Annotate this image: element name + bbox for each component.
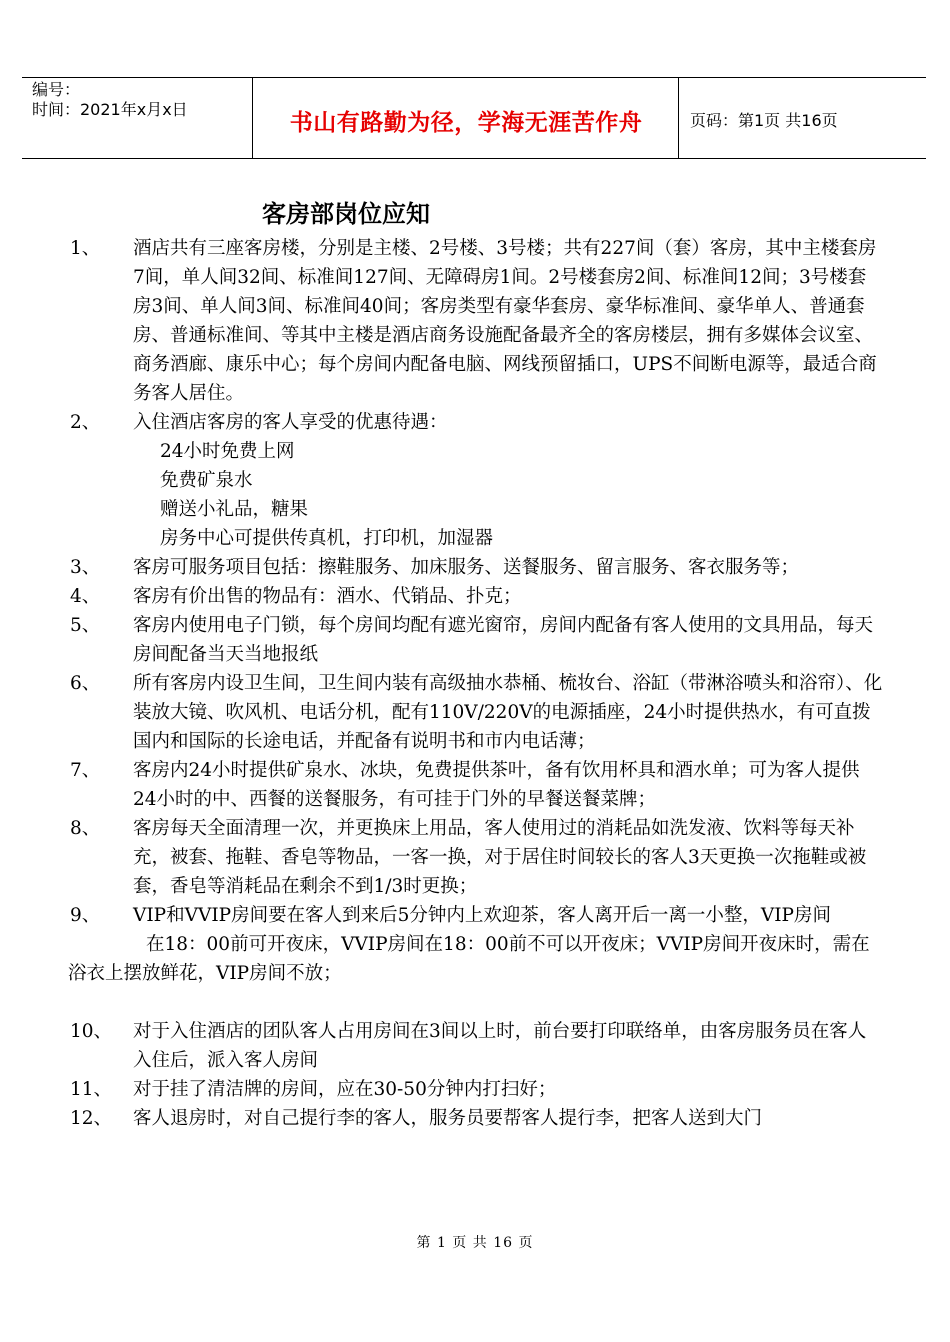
- list-item: [0, 1104, 883, 1133]
- list-item: [0, 1017, 883, 1075]
- list-item: [0, 408, 883, 437]
- item-number: 2、: [70, 412, 101, 433]
- item-text: VIP和VVIP房间要在客人到来后5分钟内上欢迎茶，客人离开后一离一小整，VIP房间: [133, 905, 831, 926]
- document-body: [0, 234, 950, 1133]
- list-item: [0, 1075, 883, 1104]
- item-text: 客房可服务项目包括：擦鞋服务、加床服务、送餐服务、留言服务、客衣服务等；: [133, 557, 800, 578]
- item-text: 入住酒店客房的客人享受的优惠待遇：: [133, 412, 448, 433]
- list-item: [0, 582, 883, 611]
- list-item: [0, 756, 883, 814]
- item-text: 对于入住酒店的团队客人占用房间在3间以上时，前台要打印联络单，由客房服务员在客人入住后，派入客人房间: [133, 1021, 867, 1071]
- item-number: 11、: [70, 1079, 113, 1100]
- item-text: 酒店共有三座客房楼，分别是主楼、2号楼、3号楼；共有227间（套）客房，其中主楼套房7间，单人间32间、标准间127间、无障碍房1间。2号楼套房2间、标准间12间；3号楼套房3间、单人间3间、标准间40间；客房类型有豪华套房、豪华标准间、豪华单人、普通套房、普通标准间、等其中主楼是酒店商务设施配备最齐全的客房楼层，拥有多媒体会议室、商务酒廊、康乐中心；每个房间内配备电脑、网线预留插口，UPS不间断电源等，最适合商务客人居住。: [133, 238, 877, 404]
- header-divider: [252, 78, 253, 158]
- page-footer: 第 1 页 共 16 页: [416, 1235, 534, 1251]
- item-number: 1、: [70, 238, 101, 259]
- document-number-label: 编号：: [32, 80, 81, 99]
- page-header: [22, 77, 926, 159]
- list-item: [0, 669, 883, 756]
- perk-item: 赠送小礼品，糖果: [160, 499, 309, 520]
- header-meta: [32, 80, 188, 120]
- header-divider: [678, 78, 679, 158]
- document-time-label: 时间：2021年x月x日: [32, 100, 188, 119]
- item-number: 8、: [70, 818, 101, 839]
- item-continuation: 在18：00前可开夜床，VVIP房间在18：00前不可以开夜床；VVIP房间开夜床时，需在浴衣上摆放鲜花，VIP房间不放；: [68, 934, 870, 984]
- perk-item: 房务中心可提供传真机，打印机，加湿器: [160, 528, 494, 549]
- item-number: 6、: [70, 673, 101, 694]
- document-title: 客房部岗位应知: [262, 200, 430, 228]
- item-text: 客房每天全面清理一次，并更换床上用品，客人使用过的消耗品如洗发液、饮料等每天补充，被套、拖鞋、香皂等物品，一客一换，对于居住时间较长的客人3天更换一次拖鞋或被套，香皂等消耗品在剩余不到1/3时更换；: [133, 818, 867, 897]
- item-number: 9、: [70, 905, 101, 926]
- item-number: 3、: [70, 557, 101, 578]
- list-item: [0, 234, 883, 408]
- list-item: [0, 611, 883, 669]
- perk-item: 24小时免费上网: [160, 441, 295, 462]
- item-text: 对于挂了清洁牌的房间，应在30-50分钟内打扫好；: [133, 1079, 557, 1100]
- item-number: 12、: [70, 1108, 113, 1129]
- item-text: 所有客房内设卫生间，卫生间内装有高级抽水恭桶、梳妆台、浴缸（带淋浴喷头和浴帘）、化装放大镜、吹风机、电话分机，配有110V/220V的电源插座，24小时提供热水，有可直拨国内和国际的长途电话，并配备有说明书和市内电话薄；: [133, 673, 883, 752]
- list-item: [0, 814, 883, 901]
- item-text: 客房有价出售的物品有：酒水、代销品、扑克；: [133, 586, 522, 607]
- item-text: 客房内24小时提供矿泉水、冰块，免费提供茶叶，备有饮用杯具和酒水单；可为客人提供24小时的中、西餐的送餐服务，有可挂于门外的早餐送餐菜牌；: [133, 760, 860, 810]
- blank-line: [0, 988, 950, 1017]
- list-item: [0, 553, 883, 582]
- header-page-number: 页码：第1页 共16页: [690, 111, 838, 130]
- item-text: 客房内使用电子门锁，每个房间均配有遮光窗帘，房间内配备有客人使用的文具用品，每天房间配备当天当地报纸: [133, 615, 874, 665]
- perk-item: 免费矿泉水: [160, 470, 253, 491]
- item-number: 5、: [70, 615, 101, 636]
- item-number: 7、: [70, 760, 101, 781]
- item-text: 客人退房时，对自己提行李的客人，服务员要帮客人提行李，把客人送到大门: [133, 1108, 763, 1129]
- header-motto: 书山有路勤为径，学海无涯苦作舟: [289, 110, 643, 136]
- item-number: 4、: [70, 586, 101, 607]
- list-item: [0, 901, 883, 930]
- item-number: 10、: [70, 1021, 113, 1042]
